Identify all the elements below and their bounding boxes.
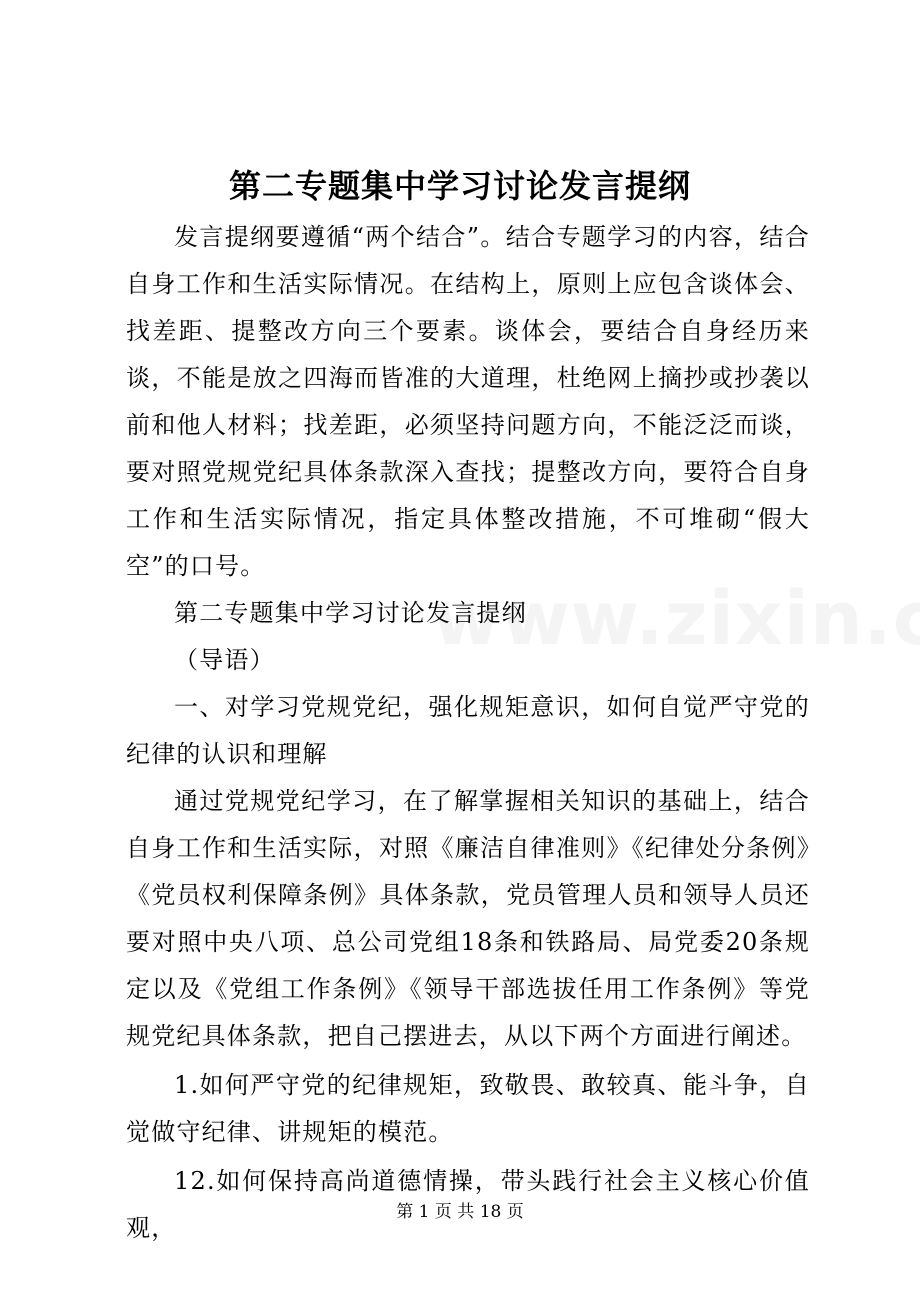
page-footer: 第 1 页 共 18 页 xyxy=(396,1202,524,1222)
paragraph-item-2: 12.如何保持高尚道德情操，带头践行社会主义核心价值观， xyxy=(126,1167,810,1242)
paragraph-intro: 发言提纲要遵循“两个结合”。结合专题学习的内容，结合自身工作和生活实际情况。在结构上，原则上应包含谈体会、找差距、提整改方向三个要素。谈体会，要结合自身经历来谈，不能是放之四海而皆准的大道理，杜绝网上摘抄或抄袭以前和他人材料；找差距，必须坚持问题方向，不能泛泛而谈，要对照党规党纪具体条款深入查找；提整改方向，要符合自身工作和生活实际情况，指定具体整改措施，不可堆砌“假大空”的口号。 xyxy=(126,223,810,580)
paragraph-section-body: 通过党规党纪学习，在了解掌握相关知识的基础上，结合自身工作和生活实际，对照《廉洁自律准则》《纪律处分条例》《党员权利保障条例》具体条款，党员管理人员和领导人员还要对照中央八项、总公司党组18条和铁路局、局党委20条规定以及《党组工作条例》《领导干部选拔任用工作条例》等党规党纪具体条款，把自己摆进去，从以下两个方面进行阐述。 xyxy=(126,787,810,1050)
document-title: 第二专题集中学习讨论发言提纲 xyxy=(228,167,691,205)
paragraph-item-1: 1.如何严守党的纪律规矩，致敬畏、敢较真、能斗争，自觉做守纪律、讲规矩的模范。 xyxy=(126,1071,810,1146)
paragraph-subtitle: 第二专题集中学习讨论发言提纲 xyxy=(174,599,527,627)
paragraph-lead: （导语） xyxy=(174,646,275,674)
paragraph-section-heading: 一、对学习党规党纪，强化规矩意识，如何自觉严守党的纪律的认识和理解 xyxy=(126,693,810,768)
document-body xyxy=(126,214,810,1252)
